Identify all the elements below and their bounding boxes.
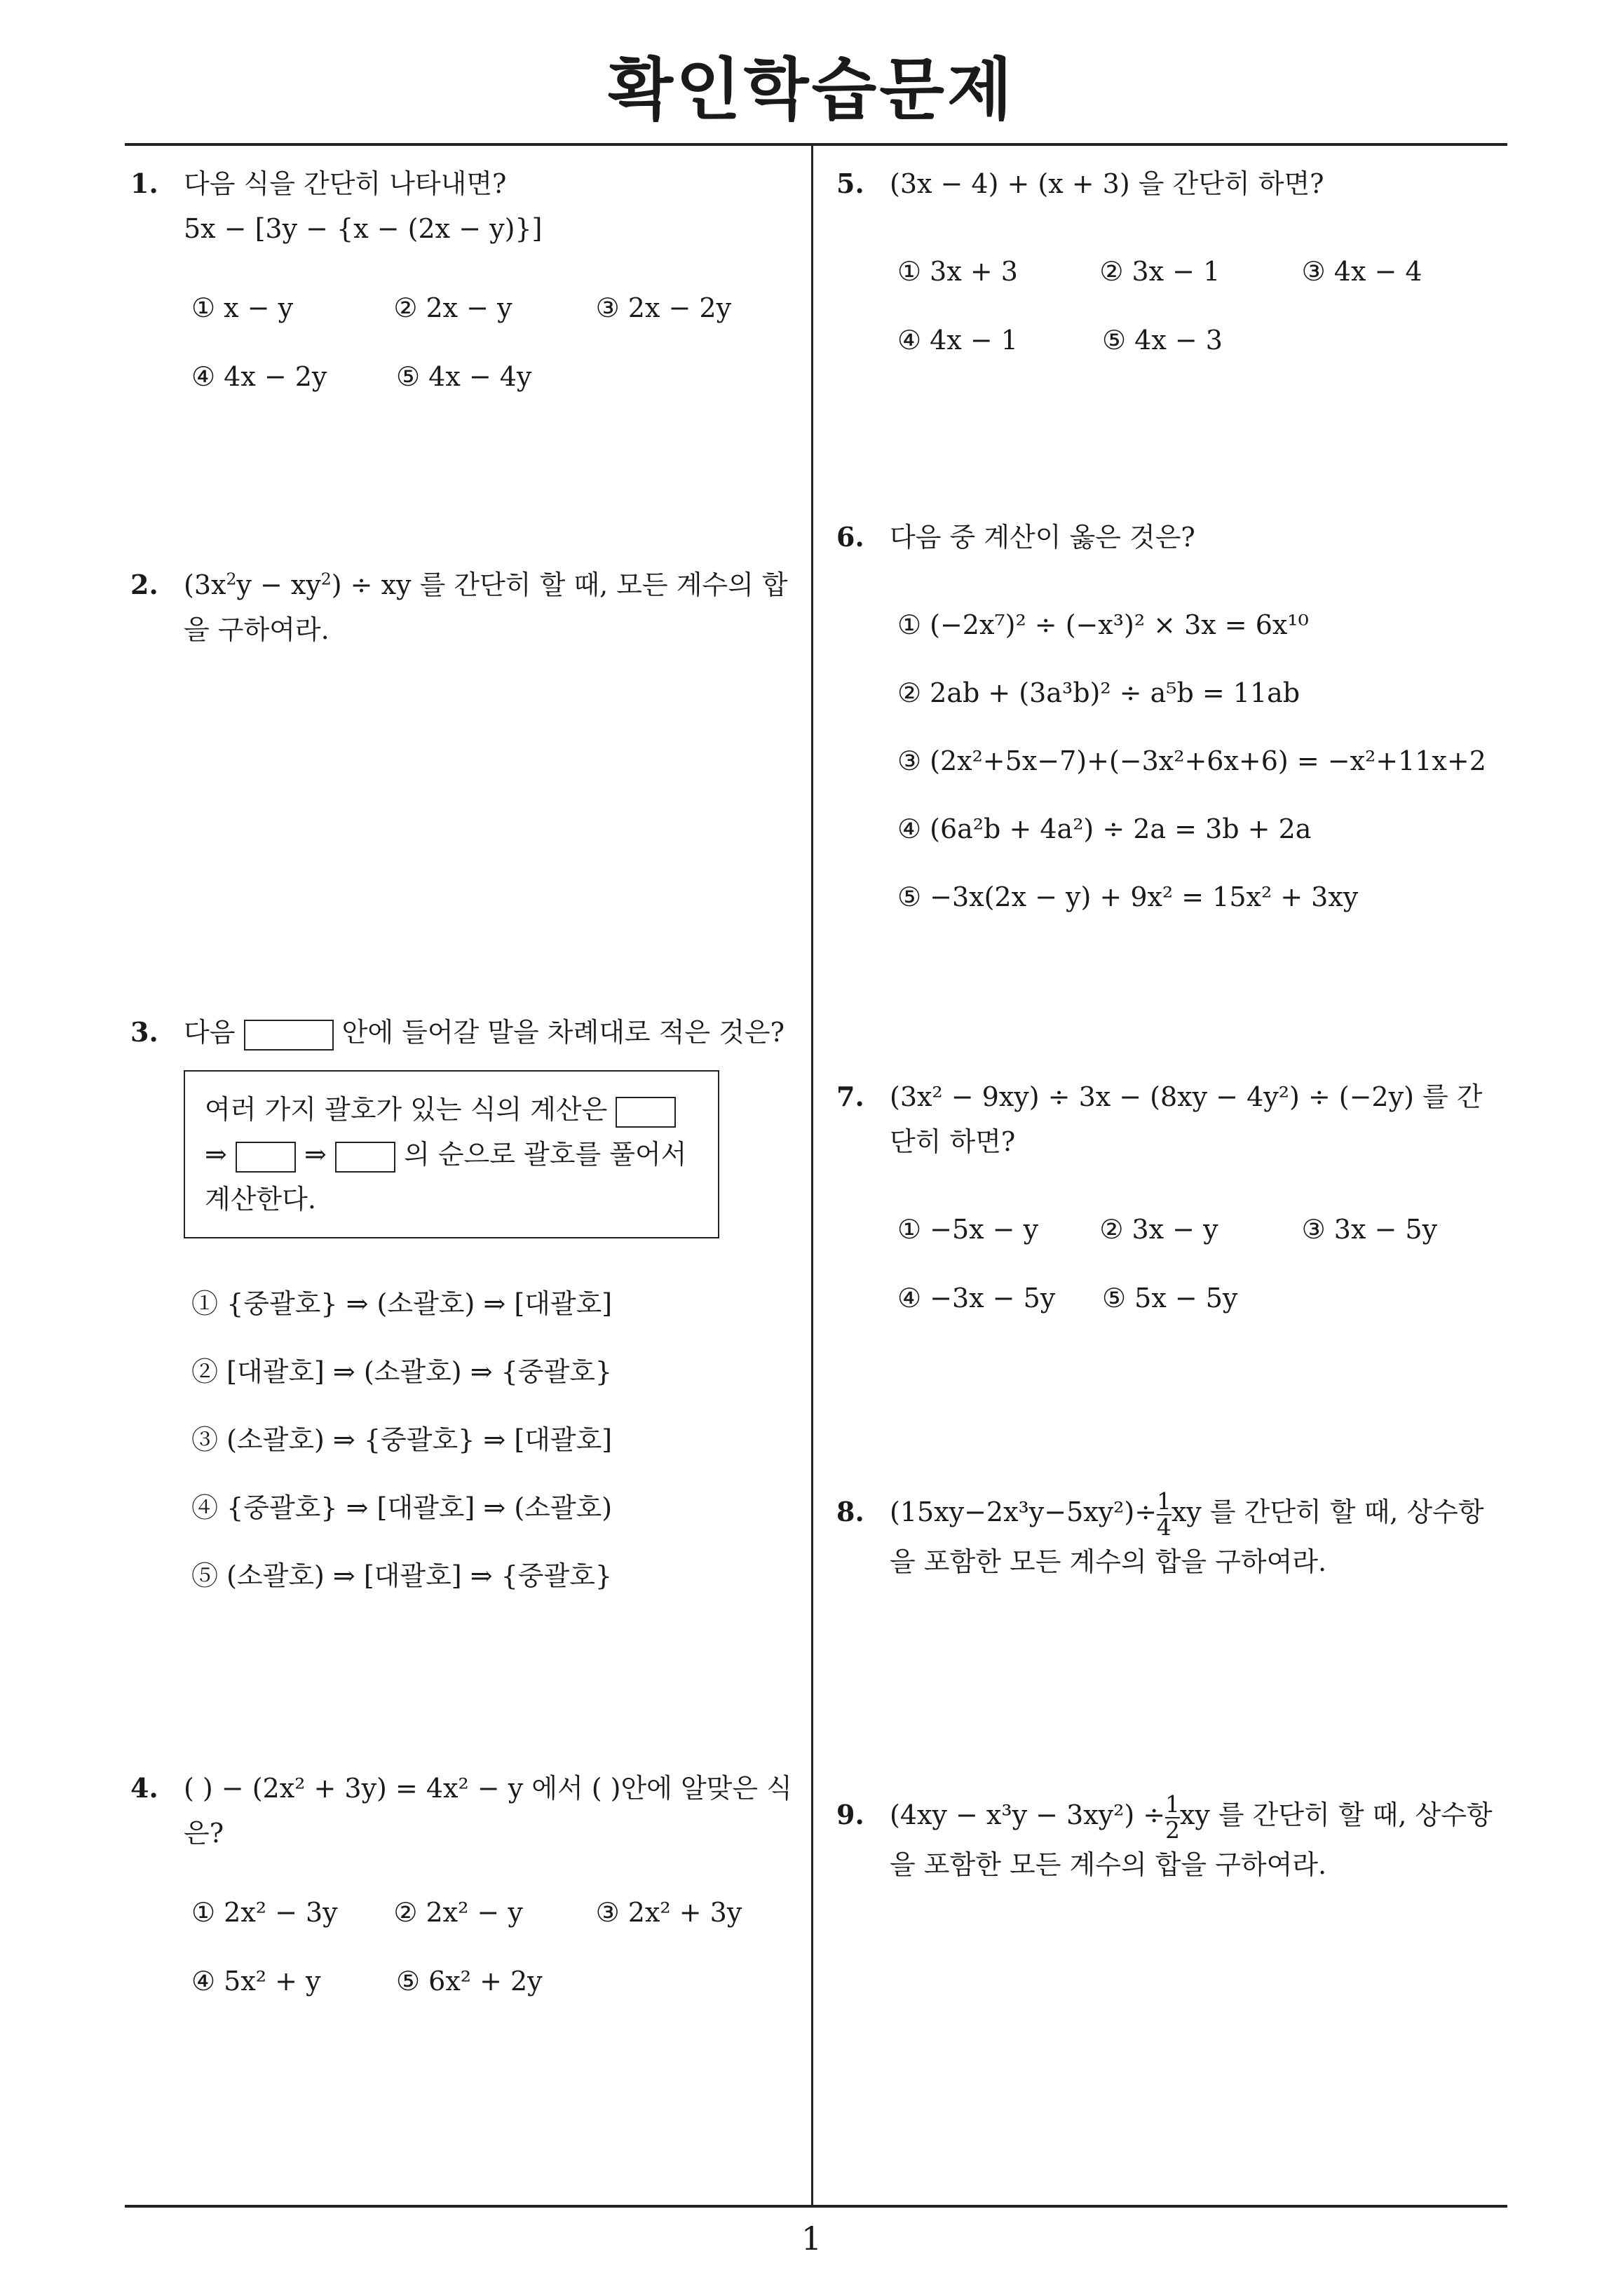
question-number: 8. [836,1496,864,1527]
question-stem: $(3x^2y - xy^2)$ ÷ xy 를 간단히 할 때, 모든 계수의 합을 구하여라. [184,569,788,645]
question-5 [831,161,1504,374]
choice-4[interactable]: ④ (6a²b + 4a²) ÷ 2a = 3b + 2a [897,813,1312,844]
choice-1[interactable]: ① {중괄호} ⇒ (소괄호) ⇒ [대괄호] [191,1288,613,1319]
question-6 [831,515,1504,931]
question-2 [125,562,798,652]
question-8 [831,1490,1504,1584]
fraction: $\frac{1}{4}$ [1157,1488,1172,1541]
question-1 [125,161,798,411]
choice-4[interactable]: ④ −3x − 5y [897,1283,1056,1314]
answer-blank [236,1142,296,1173]
question-number: 3. [130,1016,158,1048]
question-stem: 다음 중 계산이 옳은 것은? [890,522,1195,553]
choice-list [897,237,1504,374]
choice-2[interactable]: ② 3x − 1 [1099,256,1221,287]
question-stem: (3x² − 9xy) ÷ 3x − (8xy − 4y²) ÷ (−2y) 를 간단히 하면? [890,1081,1483,1157]
choice-2[interactable]: ② 3x − y [1099,1214,1218,1245]
question-number: 7. [836,1081,864,1112]
bottom-rule [125,2205,1507,2208]
column-divider [811,144,813,2206]
question-number: 5. [836,168,864,199]
choice-2[interactable]: ② [대괄호] ⇒ (소괄호) ⇒ {중괄호} [191,1356,613,1387]
question-number: 9. [836,1799,864,1830]
choice-2[interactable]: ② 2x − y [393,292,512,323]
choice-3[interactable]: ③ 4x − 4 [1301,256,1422,287]
answer-blank [616,1097,676,1128]
question-stem: 다음 안에 들어갈 말을 차례대로 적은 것은? [184,1010,798,1055]
choice-1[interactable]: ① x − y [191,292,294,323]
choice-5[interactable]: ⑤ 5x − 5y [1102,1283,1238,1314]
page-title: 확인학습문제 [608,50,1015,129]
choice-4[interactable]: ④ {중괄호} ⇒ [대괄호] ⇒ (소괄호) [191,1492,613,1523]
question-4 [125,1766,798,2015]
question-number: 1. [130,168,158,199]
top-rule [125,143,1507,146]
question-stem: (4xy − x³y − 3xy²) ÷ $\frac{1}{2}$ xy 를 간단히 할 때, 상수항을 포함한 모든 계수의 합을 구하여라. [890,1791,1493,1880]
choice-list [191,1878,798,2015]
choice-4[interactable]: ④ 5x² + y [191,1966,321,1997]
choice-4[interactable]: ④ 4x − 1 [897,325,1018,356]
choice-1[interactable]: ① (−2x⁷)² ÷ (−x³)² × 3x = 6x¹⁰ [897,609,1309,640]
choice-3[interactable]: ③ (2x²+5x−7)+(−3x²+6x+6) = −x²+11x+2 [897,745,1486,776]
question-stem: 다음 식을 간단히 나타내면? [184,168,507,199]
choice-5[interactable]: ⑤ 6x² + 2y [396,1966,543,1997]
choice-4[interactable]: ④ 4x − 2y [191,361,327,392]
question-expression: 5x − [3y − {x − (2x − y)}] [184,213,543,244]
choice-3[interactable]: ③ (소괄호) ⇒ {중괄호} ⇒ [대괄호] [191,1424,613,1455]
answer-blank [335,1142,395,1173]
question-number: 4. [130,1772,158,1804]
question-9 [831,1792,1504,1887]
choice-list [897,1195,1504,1332]
choice-2[interactable]: ② 2ab + (3a³b)² ÷ a⁵b = 11ab [897,677,1301,708]
choice-5[interactable]: ⑤ −3x(2x − y) + 9x² = 15x² + 3xy [897,881,1359,912]
answer-blank [244,1020,334,1051]
choice-5[interactable]: ⑤ 4x − 4y [396,361,532,392]
choice-5[interactable]: ⑤ (소괄호) ⇒ [대괄호] ⇒ {중괄호} [191,1560,613,1591]
choice-3[interactable]: ③ 3x − 5y [1301,1214,1438,1245]
question-stem: (15xy−2x³y−5xy²)÷ $\frac{1}{4}$ xy 를 간단히 할 때, 상수항을 포함한 모든 계수의 합을 구하여라. [890,1488,1484,1577]
choice-1[interactable]: ① −5x − y [897,1214,1039,1245]
page-number: 1 [801,2220,822,2257]
info-box: 여러 가지 괄호가 있는 식의 계산은 ⇒ ⇒ 의 순으로 괄호를 풀어서 계산한다. [184,1070,719,1238]
choice-list [897,590,1504,931]
question-stem: (3x − 4) + (x + 3) 을 간단히 하면? [890,168,1324,199]
choice-list [191,1269,798,1609]
choice-2[interactable]: ② 2x² − y [393,1897,523,1928]
question-number: 6. [836,521,864,553]
question-number: 2. [130,569,158,600]
choice-list [191,274,798,411]
choice-5[interactable]: ⑤ 4x − 3 [1102,325,1223,356]
question-7 [831,1074,1504,1332]
choice-1[interactable]: ① 2x² − 3y [191,1897,338,1928]
choice-3[interactable]: ③ 2x² + 3y [595,1897,742,1928]
choice-3[interactable]: ③ 2x − 2y [595,292,732,323]
question-stem: ( ) − (2x² + 3y) = 4x² − y 에서 ( )안에 알맞은 식은? [184,1773,792,1849]
choice-1[interactable]: ① 3x + 3 [897,256,1018,287]
fraction: $\frac{1}{2}$ [1165,1791,1180,1844]
question-3 [125,1010,798,1609]
